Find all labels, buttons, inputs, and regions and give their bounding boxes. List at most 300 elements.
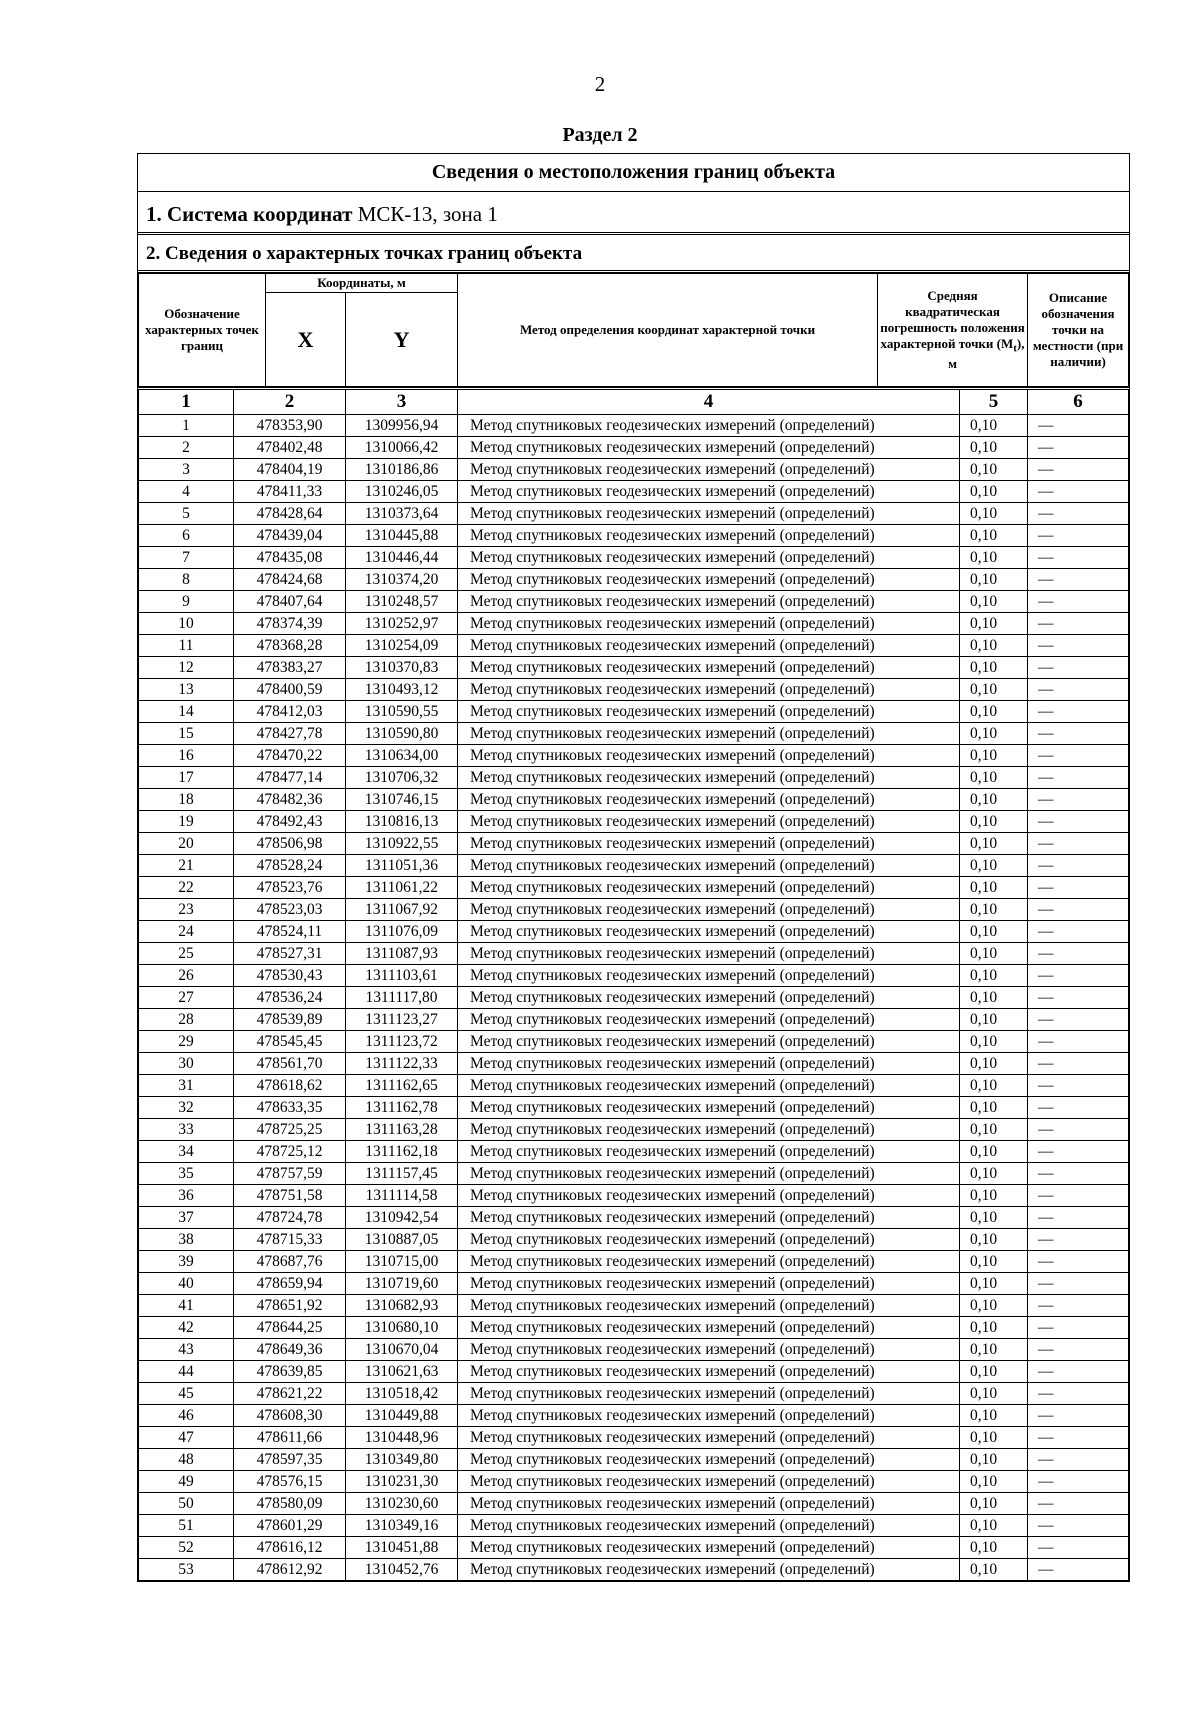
point-number: 53 [139,1559,234,1581]
coordinate-x: 478439,04 [234,525,346,547]
coordinate-x: 478428,64 [234,503,346,525]
error-cell: 0,10 [960,525,1028,547]
coordinate-y: 1311061,22 [346,877,458,899]
point-number: 30 [139,1053,234,1075]
description-cell: — [1028,789,1129,811]
table-row [139,899,1129,921]
description-cell: — [1028,613,1129,635]
coordinate-y: 1309956,94 [346,415,458,437]
point-number: 10 [139,613,234,635]
coordinate-x: 478368,28 [234,635,346,657]
coordinate-x: 478404,19 [234,459,346,481]
coordinate-x: 478725,12 [234,1141,346,1163]
description-cell: — [1028,1449,1129,1471]
description-cell: — [1028,1119,1129,1141]
error-cell: 0,10 [960,1119,1028,1141]
table-row [139,921,1129,943]
error-cell: 0,10 [960,987,1028,1009]
error-cell: 0,10 [960,679,1028,701]
error-cell: 0,10 [960,503,1028,525]
table-row [139,1053,1129,1075]
point-number: 4 [139,481,234,503]
point-number: 35 [139,1163,234,1185]
method-cell: Метод спутниковых геодезических измерений (определений) [458,921,960,943]
point-number: 20 [139,833,234,855]
coordinate-y: 1310186,86 [346,459,458,481]
point-number: 17 [139,767,234,789]
method-cell: Метод спутниковых геодезических измерений (определений) [458,745,960,767]
coordinate-y: 1311123,27 [346,1009,458,1031]
error-cell: 0,10 [960,1515,1028,1537]
error-cell: 0,10 [960,1009,1028,1031]
error-cell: 0,10 [960,701,1028,723]
error-cell: 0,10 [960,1229,1028,1251]
coordinate-y: 1310590,55 [346,701,458,723]
table-row [139,503,1129,525]
point-number: 40 [139,1273,234,1295]
method-cell: Метод спутниковых геодезических измерений (определений) [458,701,960,723]
method-cell: Метод спутниковых геодезических измерений (определений) [458,1009,960,1031]
coordinate-x: 478411,33 [234,481,346,503]
table-row [139,877,1129,899]
coordinate-x: 478524,11 [234,921,346,943]
coordinate-system-row [138,192,1129,235]
method-cell: Метод спутниковых геодезических измерений (определений) [458,1097,960,1119]
table-row [139,459,1129,481]
coordinate-system-label: 1. Система координат [146,202,353,226]
table-row [139,1317,1129,1339]
coordinate-y: 1310230,60 [346,1493,458,1515]
description-cell: — [1028,415,1129,437]
description-cell: — [1028,1185,1129,1207]
table-row [139,1097,1129,1119]
method-cell: Метод спутниковых геодезических измерений (определений) [458,503,960,525]
point-number: 24 [139,921,234,943]
coordinate-x: 478536,24 [234,987,346,1009]
point-number: 37 [139,1207,234,1229]
table-row [139,1141,1129,1163]
error-cell: 0,10 [960,1075,1028,1097]
coordinate-x: 478482,36 [234,789,346,811]
error-cell: 0,10 [960,437,1028,459]
method-cell: Метод спутниковых геодезических измерений (определений) [458,1427,960,1449]
method-cell: Метод спутниковых геодезических измерений (определений) [458,657,960,679]
point-number: 21 [139,855,234,877]
coordinate-x: 478618,62 [234,1075,346,1097]
coordinate-x: 478528,24 [234,855,346,877]
point-number: 27 [139,987,234,1009]
point-number: 36 [139,1185,234,1207]
error-cell: 0,10 [960,1449,1028,1471]
table-row [139,943,1129,965]
error-cell: 0,10 [960,547,1028,569]
description-cell: — [1028,1471,1129,1493]
coordinate-y: 1310746,15 [346,789,458,811]
method-cell: Метод спутниковых геодезических измерений (определений) [458,1493,960,1515]
coordinate-y: 1310374,20 [346,569,458,591]
coordinate-x: 478561,70 [234,1053,346,1075]
coordinate-y: 1310621,63 [346,1361,458,1383]
description-cell: — [1028,1559,1129,1581]
description-cell: — [1028,1339,1129,1361]
error-cell: 0,10 [960,965,1028,987]
description-cell: — [1028,1361,1129,1383]
method-cell: Метод спутниковых геодезических измерений (определений) [458,1075,960,1097]
coordinate-x: 478523,76 [234,877,346,899]
column-number: 3 [346,389,458,415]
description-cell: — [1028,1163,1129,1185]
coordinate-y: 1310719,60 [346,1273,458,1295]
description-cell: — [1028,921,1129,943]
description-cell: — [1028,1405,1129,1427]
description-cell: — [1028,1515,1129,1537]
description-cell: — [1028,459,1129,481]
method-cell: Метод спутниковых геодезических измерений (определений) [458,1405,960,1427]
coordinate-x: 478539,89 [234,1009,346,1031]
page-number: 2 [594,72,606,96]
table-row [139,1537,1129,1559]
coordinate-x: 478383,27 [234,657,346,679]
error-cell: 0,10 [960,1295,1028,1317]
error-cell: 0,10 [960,1207,1028,1229]
points-table [138,387,1129,1581]
point-number: 23 [139,899,234,921]
coordinate-x: 478402,48 [234,437,346,459]
error-cell: 0,10 [960,1537,1028,1559]
point-number: 42 [139,1317,234,1339]
description-cell: — [1028,855,1129,877]
coordinate-y: 1311087,93 [346,943,458,965]
description-cell: — [1028,987,1129,1009]
error-cell: 0,10 [960,1053,1028,1075]
coordinate-x: 478506,98 [234,833,346,855]
point-number: 15 [139,723,234,745]
table-row [139,525,1129,547]
description-cell: — [1028,1427,1129,1449]
table-row [139,569,1129,591]
point-number: 13 [139,679,234,701]
coordinate-y: 1310231,30 [346,1471,458,1493]
error-cell: 0,10 [960,591,1028,613]
point-number: 8 [139,569,234,591]
description-cell: — [1028,503,1129,525]
method-cell: Метод спутниковых геодезических измерений (определений) [458,1273,960,1295]
error-cell: 0,10 [960,569,1028,591]
table-row [139,1273,1129,1295]
column-number: 4 [458,389,960,415]
coordinate-x: 478353,90 [234,415,346,437]
coordinate-x: 478580,09 [234,1493,346,1515]
description-cell: — [1028,1075,1129,1097]
method-cell: Метод спутниковых геодезических измерений (определений) [458,965,960,987]
coordinate-x: 478724,78 [234,1207,346,1229]
method-cell: Метод спутниковых геодезических измерений (определений) [458,1229,960,1251]
coordinate-y: 1311076,09 [346,921,458,943]
coordinate-x: 478427,78 [234,723,346,745]
point-number: 1 [139,415,234,437]
error-cell: 0,10 [960,1251,1028,1273]
coordinate-y: 1310452,76 [346,1559,458,1581]
coordinate-y: 1310680,10 [346,1317,458,1339]
point-number: 48 [139,1449,234,1471]
description-cell: — [1028,1031,1129,1053]
method-cell: Метод спутниковых геодезических измерений (определений) [458,1185,960,1207]
table-row [139,767,1129,789]
method-cell: Метод спутниковых геодезических измерений (определений) [458,723,960,745]
description-cell: — [1028,525,1129,547]
error-cell: 0,10 [960,1163,1028,1185]
error-cell: 0,10 [960,657,1028,679]
error-cell: 0,10 [960,855,1028,877]
column-number: 1 [139,389,234,415]
coordinate-x: 478639,85 [234,1361,346,1383]
description-cell: — [1028,1009,1129,1031]
column-number: 6 [1028,389,1129,415]
coordinate-y: 1310816,13 [346,811,458,833]
method-cell: Метод спутниковых геодезических измерений (определений) [458,1031,960,1053]
coordinate-y: 1311162,18 [346,1141,458,1163]
method-cell: Метод спутниковых геодезических измерений (определений) [458,833,960,855]
description-cell: — [1028,481,1129,503]
coordinate-y: 1310349,16 [346,1515,458,1537]
method-cell: Метод спутниковых геодезических измерений (определений) [458,767,960,789]
description-cell: — [1028,1537,1129,1559]
description-cell: — [1028,1229,1129,1251]
error-cell: 0,10 [960,899,1028,921]
header-description: Описание обозначения точки на местности (при наличии) [1028,274,1129,387]
point-number: 38 [139,1229,234,1251]
coordinate-y: 1310445,88 [346,525,458,547]
error-cell: 0,10 [960,811,1028,833]
point-number: 32 [139,1097,234,1119]
frame-title: Сведения о местоположения границ объекта [138,154,1129,192]
point-number: 43 [139,1339,234,1361]
description-cell: — [1028,701,1129,723]
table-row [139,415,1129,437]
description-cell: — [1028,943,1129,965]
description-cell: — [1028,965,1129,987]
table-row [139,1229,1129,1251]
point-number: 12 [139,657,234,679]
point-number: 29 [139,1031,234,1053]
table-row [139,855,1129,877]
coordinate-y: 1311067,92 [346,899,458,921]
table-row [139,965,1129,987]
coordinate-x: 478523,03 [234,899,346,921]
error-cell: 0,10 [960,723,1028,745]
coordinate-y: 1310451,88 [346,1537,458,1559]
description-cell: — [1028,1251,1129,1273]
table-row [139,1251,1129,1273]
method-cell: Метод спутниковых геодезических измерений (определений) [458,1119,960,1141]
error-cell: 0,10 [960,833,1028,855]
point-number: 50 [139,1493,234,1515]
point-number: 49 [139,1471,234,1493]
coordinate-y: 1311123,72 [346,1031,458,1053]
table-row [139,591,1129,613]
error-cell: 0,10 [960,1185,1028,1207]
coordinate-system-value: МСК-13, зона 1 [357,202,498,226]
error-cell: 0,10 [960,1559,1028,1581]
description-cell: — [1028,1273,1129,1295]
table-row [139,547,1129,569]
error-cell: 0,10 [960,1493,1028,1515]
point-number: 33 [139,1119,234,1141]
table-row [139,789,1129,811]
point-number: 45 [139,1383,234,1405]
description-cell: — [1028,723,1129,745]
point-number: 31 [139,1075,234,1097]
description-cell: — [1028,635,1129,657]
method-cell: Метод спутниковых геодезических измерений (определений) [458,1207,960,1229]
point-number: 14 [139,701,234,723]
coordinate-x: 478611,66 [234,1427,346,1449]
table-row [139,1075,1129,1097]
point-number: 25 [139,943,234,965]
coordinate-y: 1310066,42 [346,437,458,459]
point-number: 2 [139,437,234,459]
description-cell: — [1028,591,1129,613]
method-cell: Метод спутниковых геодезических измерений (определений) [458,547,960,569]
table-row [139,1031,1129,1053]
header-method: Метод определения координат характерной точки [458,274,878,387]
points-table-header [138,273,1129,387]
table-row [139,1295,1129,1317]
method-cell: Метод спутниковых геодезических измерений (определений) [458,789,960,811]
error-cell: 0,10 [960,1339,1028,1361]
coordinate-x: 478597,35 [234,1449,346,1471]
method-cell: Метод спутниковых геодезических измерений (определений) [458,679,960,701]
method-cell: Метод спутниковых геодезических измерений (определений) [458,1317,960,1339]
point-number: 39 [139,1251,234,1273]
method-cell: Метод спутниковых геодезических измерений (определений) [458,1361,960,1383]
method-cell: Метод спутниковых геодезических измерений (определений) [458,525,960,547]
method-cell: Метод спутниковых геодезических измерений (определений) [458,1383,960,1405]
coordinate-y: 1310446,44 [346,547,458,569]
table-row [139,481,1129,503]
table-row [139,1427,1129,1449]
error-cell: 0,10 [960,1361,1028,1383]
coordinate-x: 478616,12 [234,1537,346,1559]
coordinate-x: 478608,30 [234,1405,346,1427]
table-row [139,1383,1129,1405]
method-cell: Метод спутниковых геодезических измерений (определений) [458,459,960,481]
coordinate-y: 1311114,58 [346,1185,458,1207]
method-cell: Метод спутниковых геодезических измерений (определений) [458,591,960,613]
coordinate-x: 478649,36 [234,1339,346,1361]
table-row [139,657,1129,679]
method-cell: Метод спутниковых геодезических измерений (определений) [458,1251,960,1273]
error-cell: 0,10 [960,1383,1028,1405]
coordinate-y: 1310922,55 [346,833,458,855]
coordinate-x: 478725,25 [234,1119,346,1141]
method-cell: Метод спутниковых геодезических измерений (определений) [458,1537,960,1559]
method-cell: Метод спутниковых геодезических измерений (определений) [458,1559,960,1581]
description-cell: — [1028,1207,1129,1229]
description-cell: — [1028,1383,1129,1405]
coordinate-y: 1310493,12 [346,679,458,701]
header-designation: Обозначение характерных точек границ [139,274,266,387]
table-row [139,811,1129,833]
coordinate-y: 1310518,42 [346,1383,458,1405]
point-number: 19 [139,811,234,833]
table-row [139,613,1129,635]
coordinate-x: 478651,92 [234,1295,346,1317]
method-cell: Метод спутниковых геодезических измерений (определений) [458,1339,960,1361]
coordinate-y: 1310634,00 [346,745,458,767]
coordinate-y: 1310448,96 [346,1427,458,1449]
header-coordinates: Координаты, м [266,274,458,293]
method-cell: Метод спутниковых геодезических измерений (определений) [458,855,960,877]
point-number: 6 [139,525,234,547]
coordinate-y: 1310706,32 [346,767,458,789]
table-row [139,1515,1129,1537]
method-cell: Метод спутниковых геодезических измерений (определений) [458,1471,960,1493]
description-cell: — [1028,569,1129,591]
error-cell: 0,10 [960,921,1028,943]
coordinate-x: 478530,43 [234,965,346,987]
method-cell: Метод спутниковых геодезических измерений (определений) [458,987,960,1009]
point-number: 46 [139,1405,234,1427]
coordinate-x: 478527,31 [234,943,346,965]
point-number: 41 [139,1295,234,1317]
coordinate-x: 478545,45 [234,1031,346,1053]
table-row [139,723,1129,745]
point-number: 5 [139,503,234,525]
points-title: 2. Сведения о характерных точках границ объекта [138,235,1129,273]
error-cell: 0,10 [960,1427,1028,1449]
coordinate-x: 478400,59 [234,679,346,701]
table-row [139,1405,1129,1427]
point-number: 18 [139,789,234,811]
point-number: 22 [139,877,234,899]
table-row [139,1471,1129,1493]
coordinate-y: 1310246,05 [346,481,458,503]
coordinate-x: 478715,33 [234,1229,346,1251]
coordinate-x: 478633,35 [234,1097,346,1119]
table-row [139,437,1129,459]
description-cell: — [1028,437,1129,459]
description-cell: — [1028,811,1129,833]
point-number: 52 [139,1537,234,1559]
error-cell: 0,10 [960,415,1028,437]
method-cell: Метод спутниковых геодезических измерений (определений) [458,1163,960,1185]
point-number: 51 [139,1515,234,1537]
error-cell: 0,10 [960,613,1028,635]
table-row [139,1559,1129,1581]
description-cell: — [1028,745,1129,767]
error-cell: 0,10 [960,1031,1028,1053]
coordinate-y: 1310252,97 [346,613,458,635]
coordinate-x: 478659,94 [234,1273,346,1295]
point-number: 28 [139,1009,234,1031]
table-row [139,1119,1129,1141]
error-cell: 0,10 [960,877,1028,899]
method-cell: Метод спутниковых геодезических измерений (определений) [458,1295,960,1317]
coordinate-y: 1310590,80 [346,723,458,745]
coordinate-y: 1310349,80 [346,1449,458,1471]
point-number: 47 [139,1427,234,1449]
error-cell: 0,10 [960,1273,1028,1295]
method-cell: Метод спутниковых геодезических измерений (определений) [458,1515,960,1537]
description-cell: — [1028,1493,1129,1515]
error-cell: 0,10 [960,943,1028,965]
method-cell: Метод спутниковых геодезических измерений (определений) [458,635,960,657]
error-cell: 0,10 [960,1317,1028,1339]
error-cell: 0,10 [960,1097,1028,1119]
coordinate-x: 478601,29 [234,1515,346,1537]
method-cell: Метод спутниковых геодезических измерений (определений) [458,899,960,921]
